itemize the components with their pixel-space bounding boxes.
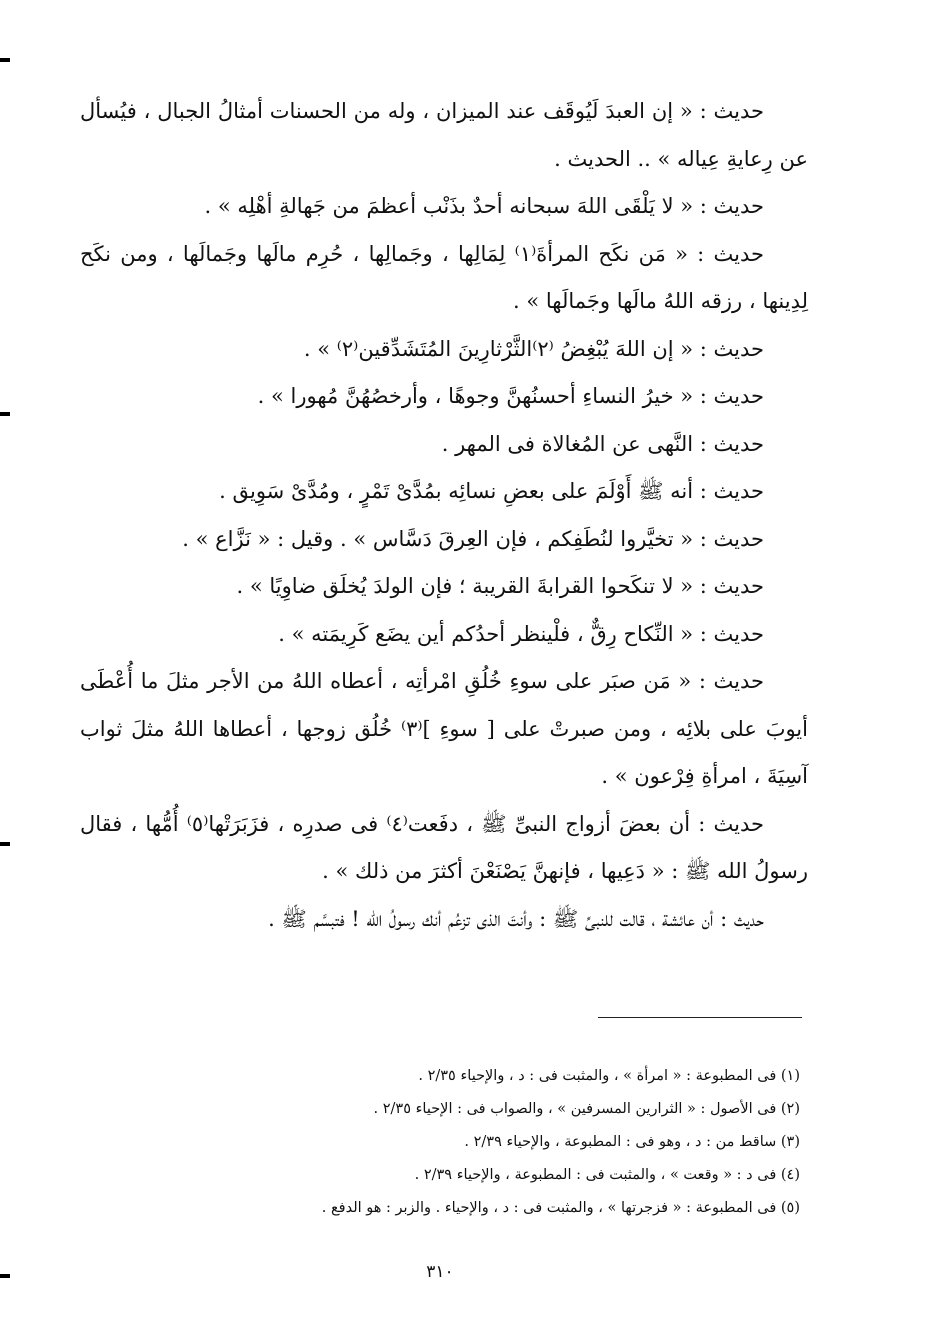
hadith-paragraph: حديث : « النِّكاح رِقٌّ ، فلْينظر أحدُكم أين يضَع كَرِيمَته » .	[278, 621, 764, 646]
hadith-paragraph: حديث : « إن العبدَ لَيُوقَف عند الميزان ، وله من الحسنات أمثالُ الجبال ، فيُسأل عن رِعايةِ عِياله » .. الحديث .	[80, 99, 808, 171]
hadith-paragraph: حديث : « إن اللهَ يُبْغِضُ ⁽٢⁾الثَّرْثارِينَ المُتَشَدِّقين⁽٢⁾ » .	[303, 336, 764, 361]
scan-edge-mark	[0, 58, 10, 62]
footnote: (٥) فى المطبوعة : « فزجرتها » ، والمثبت فى : د ، والإحياء . والزبر : هو الدفع .	[321, 1200, 800, 1216]
hadith-paragraph: حديث : أن عائشة ، قالت للنبىِّ ﷺ : وأنتَ الذى تزعُم أنك رسولُ الله ! فتبسَّم ﷺ .	[268, 906, 764, 931]
hadith-paragraph: حديث : « تخيَّروا لنُطَفِكم ، فإن العِرقَ دَسَّاس » . وقيل : « نَزَّاع » .	[182, 526, 764, 551]
footnote: (٣) ساقط من : د ، وهو فى : المطبوعة ، والإحياء ٢/٣٩ .	[464, 1134, 800, 1150]
hadith-list	[80, 88, 808, 943]
footnote-divider	[598, 1017, 802, 1018]
hadith-paragraph: حديث : أنه ﷺ أَوْلَمَ على بعضِ نسائِه بمُدَّىْ تَمْرٍ ، ومُدَّىْ سَوِيق .	[219, 479, 764, 503]
hadith-paragraph: حديث : « لا يَلْقَى اللهَ سبحانه أحدٌ بذَنْب أعظمَ من جَهالةِ أهْلِه » .	[204, 194, 764, 218]
hadith-paragraph: حديث : « لا تنكَحوا القرابةَ القريبة ؛ فإن الولدَ يُخلَق ضاوِيًا » .	[236, 574, 764, 598]
hadith-paragraph: حديث : « مَن نكَح المرأةَ⁽١⁾ لِمَالِها ، وجَمالِها ، حُرِم مالَها وجَمالَها ، ومن نكَح لِدِينها ، رزقه اللهُ مالَها وجَمالَها » .	[80, 241, 808, 313]
footnote: (٢) فى الأصول : « الثرارين المسرفين » ، والصواب فى : الإحياء ٢/٣٥ .	[373, 1101, 800, 1117]
scan-edge-mark	[0, 1274, 10, 1278]
hadith-paragraph: حديث : « مَن صبَر على سوءِ خُلُقِ امْرأتِه ، أعطاه اللهُ من الأجر مثلَ ما أُعْطَى أيوبَ على بلائِه ، ومن صبرتْ على [ سوءِ ]⁽٣⁾ خُلُق زوجها ، أعطاها اللهُ مثلَ ثواب آسِيَةَ ، امرأةِ فِرْعون » .	[80, 669, 808, 788]
page-number: ٣١٠	[426, 1262, 454, 1282]
footnote: (١) فى المطبوعة : « امرأة » ، والمثبت فى : د ، والإحياء ٢/٣٥ .	[418, 1068, 800, 1084]
footnotes	[160, 1060, 800, 1225]
scan-edge-mark	[0, 412, 10, 416]
hadith-paragraph: حديث : « خيرُ النساءِ أحسنُهنَّ وجوهًا ، وأرخصُهُنَّ مُهورا » .	[257, 384, 764, 408]
footnote: (٤) فى د : « وقعت » ، والمثبت فى : المطبوعة ، والإحياء ٢/٣٩ .	[414, 1167, 800, 1183]
hadith-paragraph: حديث : أن بعضَ أزواج النبىِّ ﷺ ، دفَعت⁽٤⁾ فى صدرِه ، فزَبَرَتْها⁽٥⁾ أُمُّها ، فقال رسولُ الله ﷺ : « دَعِيها ، فإنهنَّ يَصْنَعْنَ أكثرَ من ذلك » .	[80, 811, 808, 883]
scan-edge-mark	[0, 842, 10, 846]
hadith-paragraph: حديث : النَّهى عن المُغالاة فى المهر .	[441, 431, 764, 456]
